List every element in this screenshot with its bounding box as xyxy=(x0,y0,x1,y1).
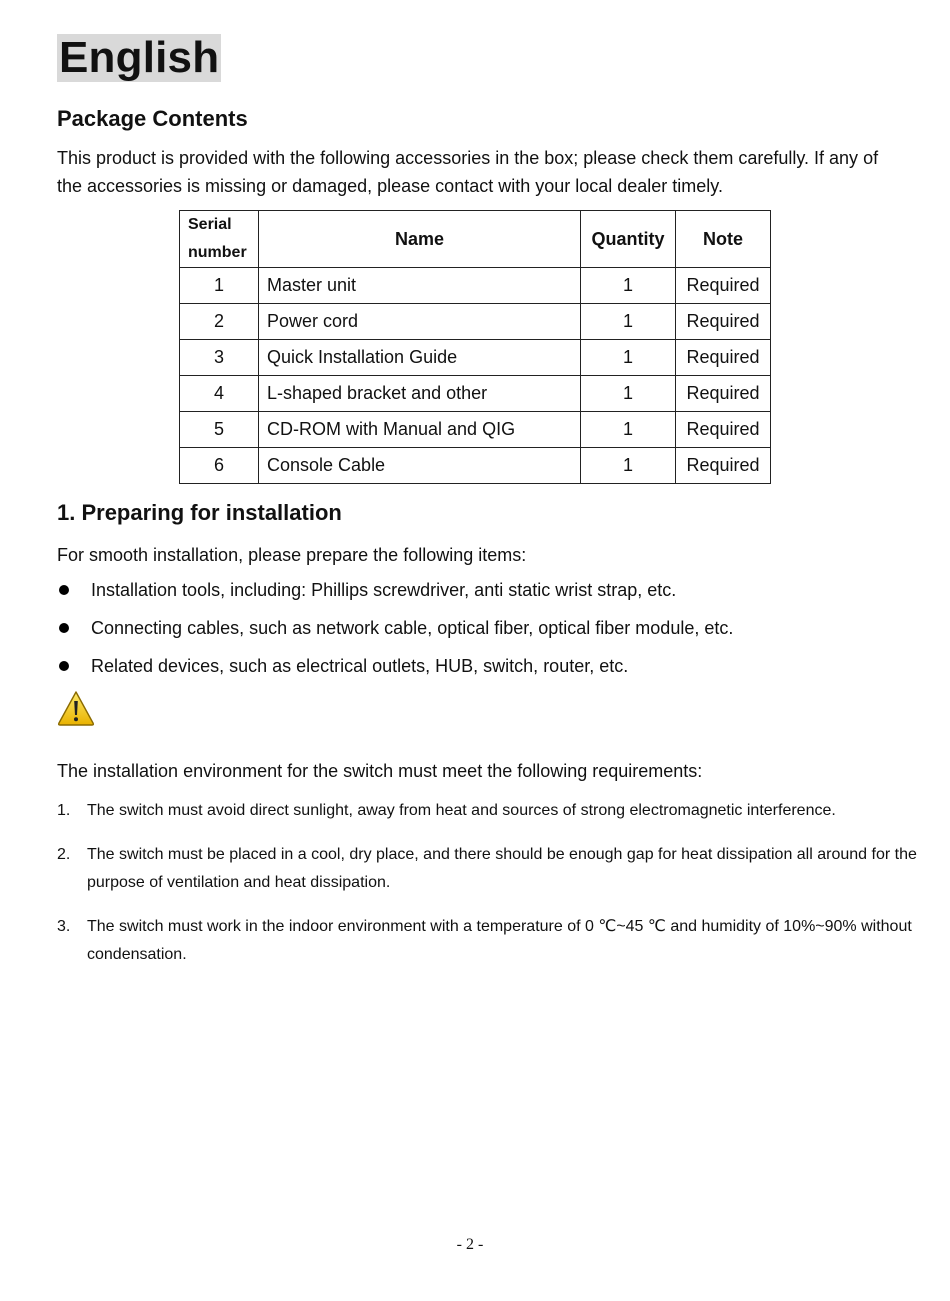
package-intro: This product is provided with the following accessories in the box; please check them carefully. If any of the accessories is missing or damaged, please contact with your local dealer timely. xyxy=(57,148,879,196)
list-item-text: Installation tools, including: Phillips screwdriver, anti static wrist strap, etc. xyxy=(91,580,677,600)
list-item-text: The switch must avoid direct sunlight, away from heat and sources of strong electromagnetic interference. xyxy=(87,802,836,819)
cell-quantity: 1 xyxy=(581,412,676,448)
cell-serial: 2 xyxy=(180,304,259,340)
page-title: English xyxy=(59,33,220,82)
environment-intro: The installation environment for the switch must meet the following requirements: xyxy=(57,761,703,781)
bullet-icon xyxy=(59,585,69,595)
cell-quantity: 1 xyxy=(581,448,676,484)
cell-note: Required xyxy=(676,304,771,340)
cell-serial: 5 xyxy=(180,412,259,448)
table-row xyxy=(180,340,771,376)
cell-serial: 6 xyxy=(180,448,259,484)
cell-serial: 1 xyxy=(180,268,259,304)
list-item-text: Connecting cables, such as network cable, optical fiber, optical fiber module, etc. xyxy=(91,618,734,638)
cell-serial: 3 xyxy=(180,340,259,376)
cell-note: Required xyxy=(676,412,771,448)
cell-serial: 4 xyxy=(180,376,259,412)
cell-quantity: 1 xyxy=(581,340,676,376)
list-item-text: The switch must work in the indoor environment with a temperature of 0 ℃~45 ℃ and humidity of 10%~90% without condensation. xyxy=(87,918,912,963)
table-row xyxy=(180,304,771,340)
cell-note: Required xyxy=(676,448,771,484)
list-item xyxy=(57,615,917,653)
list-item-number: 3. xyxy=(57,918,71,935)
cell-note: Required xyxy=(676,376,771,412)
list-item-text: The switch must be placed in a cool, dry place, and there should be enough gap for heat dissipation all around for the purpose of ventilation and heat dissipation. xyxy=(87,846,917,891)
cell-name: Console Cable xyxy=(259,448,581,484)
bullet-icon xyxy=(59,623,69,633)
cell-name: Quick Installation Guide xyxy=(259,340,581,376)
list-item xyxy=(57,913,917,973)
list-item-number: 2. xyxy=(57,846,71,863)
table-row xyxy=(180,268,771,304)
list-item xyxy=(57,841,917,913)
list-item xyxy=(57,577,917,615)
cell-quantity: 1 xyxy=(581,304,676,340)
header-name: Name xyxy=(259,211,581,268)
header-note: Note xyxy=(676,211,771,268)
header-serial-number: Serial number xyxy=(180,211,259,268)
preparing-installation-heading: 1. Preparing for installation xyxy=(57,500,342,525)
list-item-text: Related devices, such as electrical outlets, HUB, switch, router, etc. xyxy=(91,656,629,676)
list-item xyxy=(57,797,917,841)
cell-name: Master unit xyxy=(259,268,581,304)
table-row xyxy=(180,412,771,448)
preparing-intro: For smooth installation, please prepare the following items: xyxy=(57,545,527,565)
table-header-row xyxy=(180,211,771,268)
cell-note: Required xyxy=(676,268,771,304)
cell-note: Required xyxy=(676,340,771,376)
cell-name: CD-ROM with Manual and QIG xyxy=(259,412,581,448)
list-item xyxy=(57,653,917,691)
cell-quantity: 1 xyxy=(581,268,676,304)
list-item-number: 1. xyxy=(57,802,71,819)
table-row xyxy=(180,448,771,484)
bullet-icon xyxy=(59,661,69,671)
requirements-list xyxy=(57,797,917,973)
package-contents-heading: Package Contents xyxy=(57,106,248,131)
page-number: - 2 - xyxy=(456,1236,484,1253)
header-quantity: Quantity xyxy=(581,211,676,268)
cell-name: L-shaped bracket and other xyxy=(259,376,581,412)
preparation-items-list xyxy=(57,577,917,691)
cell-name: Power cord xyxy=(259,304,581,340)
table-row xyxy=(180,376,771,412)
cell-quantity: 1 xyxy=(581,376,676,412)
warning-triangle-icon xyxy=(57,690,95,726)
package-contents-table xyxy=(179,210,771,484)
